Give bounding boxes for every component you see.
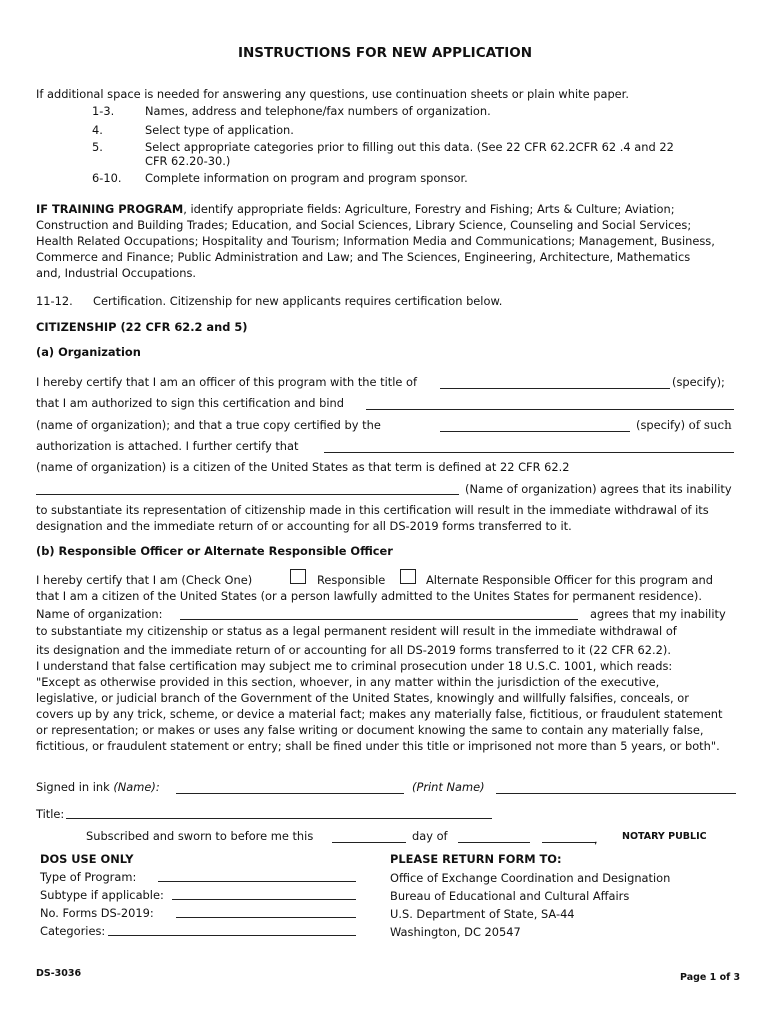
- true-copy-text: (name of organization); and that a true copy certified by the: [36, 418, 381, 432]
- item-text: Names, address and telephone/fax numbers of organization.: [145, 104, 491, 118]
- citizenship-heading: CITIZENSHIP (22 CFR 62.2 and 5): [36, 320, 248, 334]
- name-of-organization-field[interactable]: [180, 619, 578, 620]
- further-certify-field[interactable]: [324, 452, 734, 453]
- form-number: DS-3036: [36, 968, 82, 979]
- statute-line: legislative, or judicial branch of the Government of the United States, knowingly and willfully falsifies, conceals, or: [36, 691, 689, 705]
- comma: ,: [594, 832, 598, 846]
- dos-heading: DOS USE ONLY: [40, 852, 134, 866]
- intro-text: If additional space is needed for answering any questions, use continuation sheets or plain white paper.: [36, 87, 629, 101]
- training-line: and, Industrial Occupations.: [36, 266, 197, 280]
- certify-officer-text: I hereby certify that I am an officer of this program with the title of: [36, 375, 418, 389]
- title-field[interactable]: [66, 818, 492, 819]
- statute-line: covers up by any trick, scheme, or device a material fact; makes any materially false, fictitious, or fraudulent statement: [36, 707, 723, 721]
- alternate-label: Alternate Responsible Officer for this program and: [426, 573, 714, 587]
- print-name-label: (Print Name): [412, 780, 485, 794]
- agrees-text: agrees that my inability: [590, 607, 726, 621]
- forms-count-field[interactable]: [176, 917, 356, 918]
- authorized-text: that I am authorized to sign this certification and bind: [36, 396, 344, 410]
- specify-of-such: (specify) of such: [636, 418, 732, 432]
- sworn-text: Subscribed and sworn to before me this: [86, 829, 314, 843]
- certified-by-field[interactable]: [440, 431, 630, 432]
- item-num: 1-3.: [92, 104, 115, 118]
- statute-line: "Except as otherwise provided in this section, whoever, in any matter within the jurisdiction of the executive,: [36, 675, 660, 689]
- alternate-responsible-checkbox[interactable]: [400, 569, 416, 584]
- responsible-label: Responsible: [317, 573, 386, 587]
- signed-in-ink-label: Signed in ink (Name):: [36, 780, 160, 794]
- training-heading: IF TRAINING PROGRAM: [36, 202, 184, 216]
- return-address-line: Bureau of Educational and Cultural Affairs: [390, 889, 630, 903]
- item-text-cont: CFR 62.20-30.): [145, 154, 231, 168]
- responsible-checkbox[interactable]: [290, 569, 306, 584]
- statute-line: its designation and the immediate return of or accounting for all DS-2019 forms transferred to it (22 CFR 62.2).: [36, 643, 671, 657]
- page-number: Page 1 of 3: [680, 972, 741, 983]
- subtype-label: Subtype if applicable:: [40, 888, 164, 902]
- return-address-line: U.S. Department of State, SA-44: [390, 907, 575, 921]
- designation-text: designation and the immediate return of or accounting for all DS-2019 forms transferred to it.: [36, 519, 572, 533]
- statute-line: or representation; or makes or uses any false writing or document knowing the same to contain any materially false,: [36, 723, 704, 737]
- specify-label: (specify);: [672, 375, 725, 389]
- item-text: Select appropriate categories prior to filling out this data. (See 22 CFR 62.2CFR 62 .4 and 22: [145, 140, 674, 154]
- notary-public-label: NOTARY PUBLIC: [622, 831, 707, 842]
- organization-heading: (a) Organization: [36, 345, 141, 359]
- certification-num: 11-12.: [36, 294, 73, 308]
- agrees-inability-text: (Name of organization) agrees that its inability: [465, 482, 732, 496]
- item-num: 4.: [92, 123, 103, 137]
- bind-organization-field[interactable]: [366, 409, 734, 410]
- citizen-text: that I am a citizen of the United States (or a person lawfully admitted to the Unites States for permanent residence).: [36, 589, 702, 603]
- title-label: Title:: [36, 807, 65, 821]
- statute-line: fictitious, or fraudulent statement or entry; shall be fined under this title or imprisoned not more than 5 years, or both".: [36, 739, 720, 753]
- sworn-year-field[interactable]: [542, 842, 596, 843]
- page-title: INSTRUCTIONS FOR NEW APPLICATION: [237, 45, 533, 61]
- responsible-heading: (b) Responsible Officer or Alternate Responsible Officer: [36, 544, 393, 558]
- return-address-line: Washington, DC 20547: [390, 925, 521, 939]
- name-of-organization-label: Name of organization:: [36, 607, 163, 621]
- item-text: Select type of application.: [145, 123, 294, 137]
- statute-line: I understand that false certification may subject me to criminal prosecution under 18 U.S.C. 1001, which reads:: [36, 659, 673, 673]
- item-num: 5.: [92, 140, 103, 154]
- sworn-day-field[interactable]: [332, 842, 406, 843]
- signature-name-field[interactable]: [176, 793, 404, 794]
- substantiate-text: to substantiate its representation of citizenship made in this certification will result in the immediate withdrawal of its: [36, 503, 709, 517]
- day-of-label: day of: [412, 829, 448, 843]
- sworn-month-field[interactable]: [458, 842, 530, 843]
- categories-label: Categories:: [40, 924, 106, 938]
- return-address-line: Office of Exchange Coordination and Designation: [390, 871, 671, 885]
- item-num: 6-10.: [92, 171, 122, 185]
- further-certify-text: authorization is attached. I further certify that: [36, 439, 299, 453]
- training-line: Construction and Building Trades; Education, and Social Sciences, Library Science, Counseling and Social Services;: [36, 218, 692, 232]
- forms-count-label: No. Forms DS-2019:: [40, 906, 154, 920]
- print-name-field[interactable]: [496, 793, 736, 794]
- return-heading: PLEASE RETURN FORM TO:: [390, 852, 562, 866]
- training-line-1: IF TRAINING PROGRAM, identify appropriate fields: Agriculture, Forestry and Fishing; Arts & Culture; Aviation;: [36, 202, 675, 216]
- check-one-text: I hereby certify that I am (Check One): [36, 573, 253, 587]
- categories-field[interactable]: [108, 935, 356, 936]
- citizen-definition-text: (name of organization) is a citizen of the United States as that term is defined at 22 CFR 62.2: [36, 460, 570, 474]
- type-of-program-field[interactable]: [158, 881, 356, 882]
- subtype-field[interactable]: [172, 899, 356, 900]
- training-line: Health Related Occupations; Hospitality and Tourism; Information Media and Communications; Management, Business,: [36, 234, 715, 248]
- organization-name-field[interactable]: [36, 494, 459, 495]
- training-line: Commerce and Finance; Public Administration and Law; and The Sciences, Engineering, Architecture, Mathematics: [36, 250, 691, 264]
- item-text: Complete information on program and program sponsor.: [145, 171, 468, 185]
- officer-title-field[interactable]: [440, 388, 670, 389]
- statute-line: to substantiate my citizenship or status as a legal permanent resident will result in the immediate withdrawal of: [36, 624, 677, 638]
- type-of-program-label: Type of Program:: [40, 870, 137, 884]
- certification-text: Certification. Citizenship for new applicants requires certification below.: [93, 294, 503, 308]
